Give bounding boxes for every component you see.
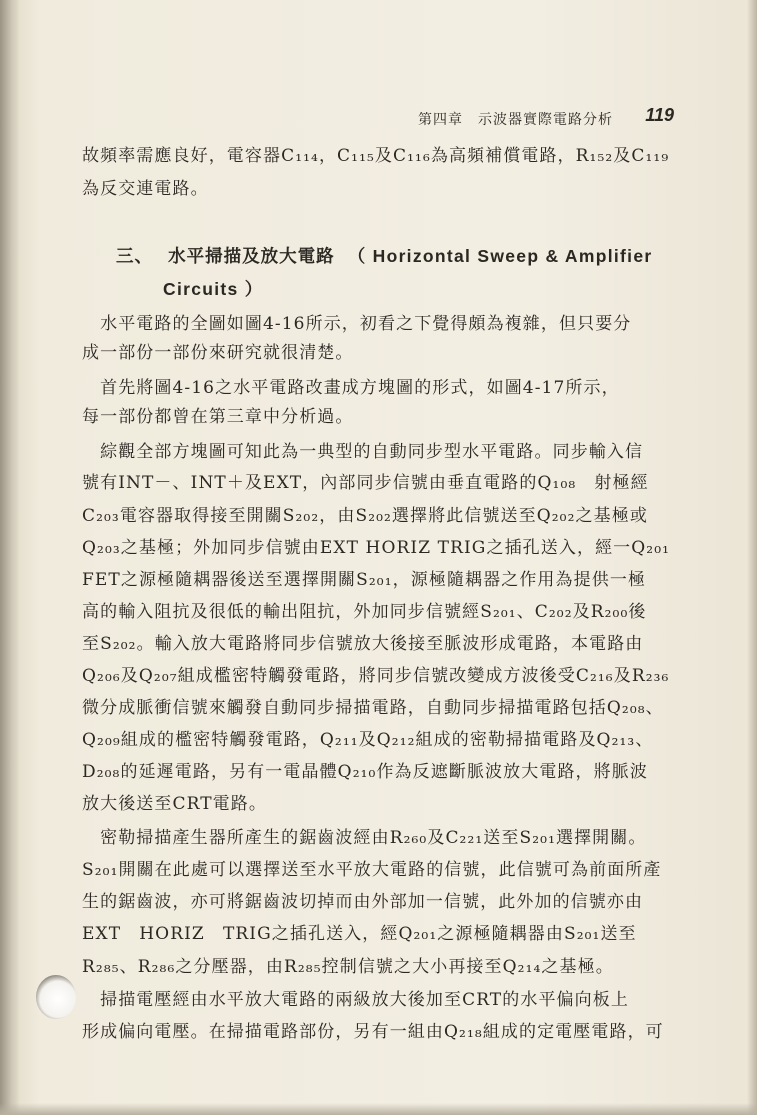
text-line: FET之源極隨耦器後送至選擇開關S₂₀₁，源極隨耦器之作用為提供一極 xyxy=(82,570,647,590)
text-line: 密勒掃描產生器所產生的鋸齒波經由R₂₆₀及C₂₂₁送至S₂₀₁選擇開關。 xyxy=(82,828,647,848)
text-line: 生的鋸齒波，亦可將鋸齒波切掉而由外部加一信號，此外加的信號亦由 xyxy=(82,892,644,912)
text-line: Q₂₀₉組成的檻密特觸發電路，Q₂₁₁及Q₂₁₂組成的密勒掃描電路及Q₂₁₃、 xyxy=(82,730,654,750)
page-number: 119 xyxy=(645,105,674,125)
section-title-en: （ Horizontal Sweep & Amplifier xyxy=(347,246,653,266)
punch-hole xyxy=(36,975,76,1019)
section-title-en-cont: Circuits ） xyxy=(163,279,264,299)
text-line: 首先將圖4-16之水平電路改畫成方塊圖的形式，如圖4-17所示， xyxy=(82,378,620,398)
text-line: 微分成脈衝信號來觸發自動同步掃描電路，自動同步掃描電路包括Q₂₀₈、 xyxy=(82,698,664,718)
text-line: 綜觀全部方塊圖可知此為一典型的自動同步型水平電路。同步輸入信 xyxy=(82,442,644,462)
text-line: 水平電路的全圖如圖4-16所示，初看之下覺得頗為複雜，但只要分 xyxy=(82,314,632,334)
text-line: D₂₀₈的延遲電路，另有一電晶體Q₂₁₀作為反遮斷脈波放大電路，將脈波 xyxy=(82,762,648,782)
section-heading xyxy=(116,243,652,268)
text-line: 形成偏向電壓。在掃描電路部份，另有一組由Q₂₁₈組成的定電壓電路，可 xyxy=(82,1022,664,1042)
text-line: S₂₀₁開關在此處可以選擇送至水平放大電路的信號，此信號可為前面所產 xyxy=(82,860,662,880)
running-header xyxy=(418,105,674,129)
page-right-edge xyxy=(747,0,757,1115)
text-line: 號有INT－、INT＋及EXT，內部同步信號由垂直電路的Q₁₀₈ 射極經 xyxy=(82,473,649,493)
text-line: 至S₂₀₂。輸入放大電路將同步信號放大後接至脈波形成電路，本電路由 xyxy=(82,634,644,654)
section-title-zh: 水平掃描及放大電路 xyxy=(168,247,335,267)
chapter-title: 第四章 示波器實際電路分析 xyxy=(418,112,613,128)
text-line: Q₂₀₃之基極；外加同步信號由EXT HORIZ TRIG之插孔送入，經一Q₂₀₁ xyxy=(82,538,671,558)
text-line: 成一部份一部份來研究就很清楚。 xyxy=(82,343,354,363)
text-line: Q₂₀₆及Q₂₀₇組成檻密特觸發電路，將同步信號改變成方波後受C₂₁₆及R₂₃₆ xyxy=(82,666,670,686)
text-line: R₂₈₅、R₂₈₆之分壓器，由R₂₈₅控制信號之大小再接至Q₂₁₄之基極。 xyxy=(82,957,614,977)
section-number: 三、 xyxy=(116,247,153,267)
page-bottom-edge xyxy=(0,1103,757,1115)
text-line: 為反交連電路。 xyxy=(82,179,209,199)
text-line: 放大後送至CRT電路。 xyxy=(82,794,267,814)
text-line: 故頻率需應良好，電容器C₁₁₄，C₁₁₅及C₁₁₆為高頻補償電路，R₁₅₂及C₁₁₉ xyxy=(82,146,670,166)
text-line: EXT HORIZ TRIG之插孔送入，經Q₂₀₁之源極隨耦器由S₂₀₁送至 xyxy=(82,924,637,944)
text-line: 掃描電壓經由水平放大電路的兩級放大後加至CRT的水平偏向板上 xyxy=(82,990,629,1010)
text-line: 高的輸入阻抗及很低的輸出阻抗，外加同步信號經S₂₀₁、C₂₀₂及R₂₀₀後 xyxy=(82,602,647,622)
page-spine-shadow xyxy=(0,0,20,1115)
text-line: 每一部份都曾在第三章中分析過。 xyxy=(82,407,354,427)
text-line: C₂₀₃電容器取得接至開關S₂₀₂，由S₂₀₂選擇將此信號送至Q₂₀₂之基極或 xyxy=(82,506,648,526)
